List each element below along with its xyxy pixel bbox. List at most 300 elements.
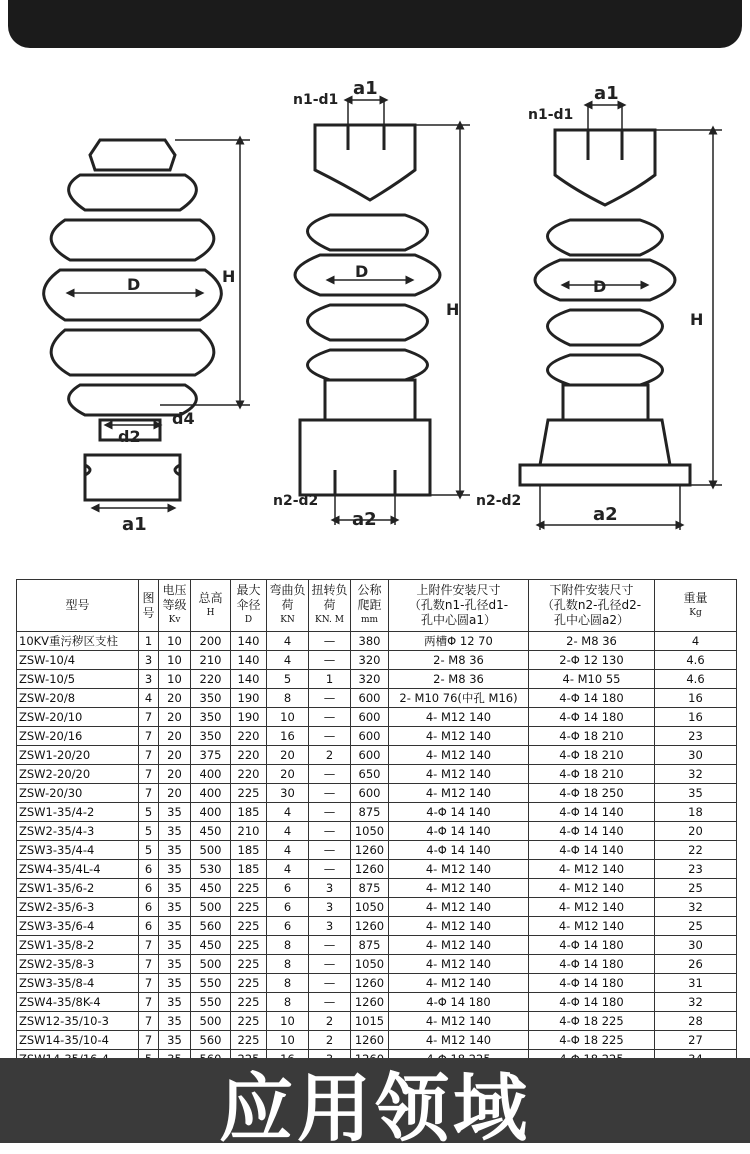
- table-cell: 1: [139, 632, 159, 651]
- table-cell: 35: [159, 841, 191, 860]
- table-cell: 1015: [351, 1012, 389, 1031]
- table-cell: 4-Φ 14 140: [529, 803, 655, 822]
- table-cell: 7: [139, 1012, 159, 1031]
- table-row: [17, 955, 737, 974]
- table-cell: 210: [191, 651, 231, 670]
- table-cell: 1260: [351, 1031, 389, 1050]
- table-cell: 185: [231, 860, 267, 879]
- table-cell: 4-Φ 14 180: [529, 955, 655, 974]
- table-cell: 35: [159, 803, 191, 822]
- table-cell: 27: [655, 1031, 737, 1050]
- table-cell: —: [309, 822, 351, 841]
- table-cell: 550: [191, 993, 231, 1012]
- table-cell: 7: [139, 708, 159, 727]
- table-cell: 6: [267, 898, 309, 917]
- table-cell: 4-Φ 14 180: [389, 993, 529, 1012]
- table-cell: 32: [655, 765, 737, 784]
- table-cell: 7: [139, 765, 159, 784]
- table-cell: 450: [191, 936, 231, 955]
- table-cell: 28: [655, 1012, 737, 1031]
- header-unit: Kv: [168, 615, 181, 625]
- table-cell: 190: [231, 708, 267, 727]
- table-cell: ZSW-20/10: [17, 708, 139, 727]
- table-cell: 400: [191, 803, 231, 822]
- table-cell: 140: [231, 632, 267, 651]
- table-cell: ZSW12-35/10-3: [17, 1012, 139, 1031]
- table-cell: —: [309, 803, 351, 822]
- table-row: [17, 1031, 737, 1050]
- table-cell: 350: [191, 727, 231, 746]
- table-cell: 140: [231, 651, 267, 670]
- table-cell: 225: [231, 936, 267, 955]
- table-cell: 4-Φ 14 180: [529, 936, 655, 955]
- table-cell: ZSW2-20/20: [17, 765, 139, 784]
- table-cell: 10: [159, 651, 191, 670]
- table-cell: 4- M12 140: [389, 936, 529, 955]
- table-cell: ZSW3-35/4-4: [17, 841, 139, 860]
- table-cell: 35: [655, 784, 737, 803]
- table-cell: 32: [655, 898, 737, 917]
- header-unit: D: [244, 615, 253, 625]
- table-cell: 4- M12 140: [389, 879, 529, 898]
- header-label: 下附件安装尺寸 （孔数n2-孔径d2- 孔中心圆a2）: [541, 583, 642, 627]
- table-cell: 4: [267, 841, 309, 860]
- table-row: [17, 803, 737, 822]
- table-cell: 8: [267, 974, 309, 993]
- table-cell: 2: [309, 1031, 351, 1050]
- header-unit: mm: [360, 615, 379, 625]
- table-cell: 8: [267, 689, 309, 708]
- table-cell: 500: [191, 898, 231, 917]
- table-cell: 23: [655, 860, 737, 879]
- table-cell: —: [309, 860, 351, 879]
- table-row: [17, 936, 737, 955]
- table-cell: 500: [191, 955, 231, 974]
- header-unit: KN. M: [315, 615, 344, 625]
- header-label: 型号: [65, 598, 90, 612]
- label-n1d1-right: n1-d1: [528, 107, 574, 123]
- table-cell: 两槽Φ 12 70: [389, 632, 529, 651]
- table-cell: 500: [191, 1012, 231, 1031]
- table-cell: 4- M12 140: [389, 765, 529, 784]
- table-cell: 225: [231, 879, 267, 898]
- table-cell: 35: [159, 822, 191, 841]
- table-cell: 3: [309, 879, 351, 898]
- table-row: [17, 1012, 737, 1031]
- table-header-cell: [655, 580, 737, 632]
- insulator-drawings: [0, 60, 750, 560]
- table-cell: ZSW4-35/8K-4: [17, 993, 139, 1012]
- table-cell: 23: [655, 727, 737, 746]
- table-cell: 4: [655, 632, 737, 651]
- table-row: [17, 974, 737, 993]
- table-cell: 7: [139, 993, 159, 1012]
- table-row: [17, 727, 737, 746]
- table-cell: —: [309, 727, 351, 746]
- table-cell: 4- M12 140: [529, 917, 655, 936]
- header-label: 上附件安装尺寸 （孔数n1-孔径d1- 孔中心圆a1）: [408, 583, 509, 627]
- table-cell: 600: [351, 708, 389, 727]
- table-cell: 20: [267, 746, 309, 765]
- header-unit: Kg: [689, 607, 702, 618]
- label-d-right: D: [593, 277, 607, 296]
- table-cell: 190: [231, 689, 267, 708]
- label-a1-right: a1: [594, 83, 619, 104]
- table-cell: 6: [139, 879, 159, 898]
- table-cell: 5: [267, 670, 309, 689]
- table-cell: 4-Φ 18 250: [529, 784, 655, 803]
- table-cell: 220: [231, 746, 267, 765]
- label-d4-left: d4: [172, 409, 195, 428]
- table-cell: 2: [309, 746, 351, 765]
- table-cell: 1050: [351, 955, 389, 974]
- table-cell: 31: [655, 974, 737, 993]
- header-label: 重量: [683, 590, 708, 605]
- table-cell: 4-Φ 18 210: [529, 765, 655, 784]
- table-row: [17, 708, 737, 727]
- table-cell: ZSW-20/30: [17, 784, 139, 803]
- table-cell: 5: [139, 803, 159, 822]
- table-cell: 1260: [351, 974, 389, 993]
- table-cell: ZSW14-35/10-4: [17, 1031, 139, 1050]
- table-cell: —: [309, 974, 351, 993]
- table-cell: 225: [231, 917, 267, 936]
- table-cell: 875: [351, 879, 389, 898]
- insulator-drawing-middle: [295, 125, 440, 495]
- table-cell: 4- M12 140: [389, 1031, 529, 1050]
- table-cell: 8: [267, 955, 309, 974]
- table-cell: 4-Φ 14 180: [529, 993, 655, 1012]
- table-header-cell: [139, 580, 159, 632]
- table-cell: 4- M12 140: [529, 860, 655, 879]
- table-cell: 4-Φ 14 180: [529, 708, 655, 727]
- table-header-cell: [191, 580, 231, 632]
- table-cell: 6: [139, 898, 159, 917]
- table-cell: 225: [231, 1031, 267, 1050]
- table-header-cell: [267, 580, 309, 632]
- table-cell: 20: [655, 822, 737, 841]
- table-cell: 20: [159, 784, 191, 803]
- label-h-right: H: [690, 310, 704, 329]
- table-cell: 22: [655, 841, 737, 860]
- table-cell: 4-Φ 18 225: [529, 1012, 655, 1031]
- table-cell: 10: [159, 670, 191, 689]
- table-cell: 25: [655, 879, 737, 898]
- header-label: 最大伞径: [236, 583, 261, 612]
- table-cell: 225: [231, 955, 267, 974]
- table-cell: 2- M8 36: [529, 632, 655, 651]
- table-row: [17, 670, 737, 689]
- table-cell: 3: [139, 670, 159, 689]
- table-cell: 220: [231, 727, 267, 746]
- table-cell: 225: [231, 1012, 267, 1031]
- label-h-left: H: [222, 267, 236, 286]
- table-cell: —: [309, 651, 351, 670]
- table-cell: 320: [351, 651, 389, 670]
- table-cell: 4- M12 140: [389, 974, 529, 993]
- table-row: [17, 689, 737, 708]
- table-cell: 4-Φ 14 140: [529, 822, 655, 841]
- table-cell: 4- M10 55: [529, 670, 655, 689]
- table-cell: 35: [159, 993, 191, 1012]
- table-cell: 320: [351, 670, 389, 689]
- table-row: [17, 632, 737, 651]
- label-a1-left: a1: [122, 514, 147, 535]
- table-cell: 560: [191, 917, 231, 936]
- header-label: 公称爬距: [357, 583, 382, 612]
- table-cell: 1050: [351, 822, 389, 841]
- table-cell: 6: [139, 860, 159, 879]
- table-row: [17, 860, 737, 879]
- table-cell: ZSW3-35/8-4: [17, 974, 139, 993]
- table-cell: 2: [309, 1012, 351, 1031]
- table-cell: ZSW-20/16: [17, 727, 139, 746]
- table-cell: 400: [191, 765, 231, 784]
- table-cell: —: [309, 841, 351, 860]
- table-cell: 650: [351, 765, 389, 784]
- table-cell: 560: [191, 1031, 231, 1050]
- table-cell: 10: [267, 708, 309, 727]
- top-banner: [0, 0, 750, 52]
- table-cell: 400: [191, 784, 231, 803]
- table-cell: 4- M12 140: [389, 746, 529, 765]
- table-cell: 20: [159, 689, 191, 708]
- table-cell: ZSW-20/8: [17, 689, 139, 708]
- table-cell: 4-Φ 18 210: [529, 727, 655, 746]
- table-cell: 4-Φ 14 140: [389, 803, 529, 822]
- label-n2d2-right: n2-d2: [476, 493, 522, 509]
- table-cell: 20: [159, 765, 191, 784]
- table-header-cell: [309, 580, 351, 632]
- table-cell: —: [309, 689, 351, 708]
- table-cell: 20: [267, 765, 309, 784]
- table-cell: 35: [159, 879, 191, 898]
- table-cell: —: [309, 708, 351, 727]
- table-cell: 220: [191, 670, 231, 689]
- table-cell: 4: [267, 651, 309, 670]
- header-label: 电压等级: [162, 583, 187, 612]
- table-cell: ZSW1-35/4-2: [17, 803, 139, 822]
- table-cell: 16: [655, 689, 737, 708]
- table-cell: 210: [231, 822, 267, 841]
- table-cell: 450: [191, 879, 231, 898]
- table-cell: 140: [231, 670, 267, 689]
- table-cell: 550: [191, 974, 231, 993]
- table-cell: 4- M12 140: [529, 879, 655, 898]
- table-cell: ZSW3-35/6-4: [17, 917, 139, 936]
- table-row: [17, 993, 737, 1012]
- table-cell: 18: [655, 803, 737, 822]
- table-cell: 2- M8 36: [389, 651, 529, 670]
- table-cell: 4: [267, 822, 309, 841]
- table-cell: 30: [655, 936, 737, 955]
- header-label: 总高: [198, 590, 223, 605]
- table-cell: 1260: [351, 993, 389, 1012]
- table-cell: 220: [231, 765, 267, 784]
- table-cell: 35: [159, 1031, 191, 1050]
- table-cell: 200: [191, 632, 231, 651]
- table-cell: 4: [139, 689, 159, 708]
- table-cell: 7: [139, 936, 159, 955]
- table-cell: 1: [309, 670, 351, 689]
- table-cell: 26: [655, 955, 737, 974]
- table-cell: 4-Φ 14 180: [529, 974, 655, 993]
- table-cell: 600: [351, 784, 389, 803]
- table-row: [17, 765, 737, 784]
- table-cell: 7: [139, 974, 159, 993]
- table-cell: 225: [231, 898, 267, 917]
- table-cell: ZSW1-35/6-2: [17, 879, 139, 898]
- header-label: 扭转负荷: [311, 583, 348, 612]
- table-cell: 3: [309, 917, 351, 936]
- table-cell: 4-Φ 18 210: [529, 746, 655, 765]
- table-cell: 7: [139, 1031, 159, 1050]
- table-cell: 875: [351, 803, 389, 822]
- table-cell: 10KV重污秽区支柱: [17, 632, 139, 651]
- table-cell: 4- M12 140: [389, 708, 529, 727]
- table-cell: 4.6: [655, 670, 737, 689]
- table-cell: 450: [191, 822, 231, 841]
- table-cell: —: [309, 955, 351, 974]
- header-unit: H: [206, 607, 215, 618]
- table-cell: 4: [267, 803, 309, 822]
- table-cell: 600: [351, 746, 389, 765]
- table-cell: 6: [267, 917, 309, 936]
- table-cell: 375: [191, 746, 231, 765]
- table-cell: ZSW2-35/8-3: [17, 955, 139, 974]
- table-cell: 350: [191, 689, 231, 708]
- table-header-cell: [529, 580, 655, 632]
- label-d-middle: D: [355, 262, 369, 281]
- table-cell: 225: [231, 993, 267, 1012]
- table-cell: 8: [267, 936, 309, 955]
- table-cell: 500: [191, 841, 231, 860]
- table-cell: 5: [139, 822, 159, 841]
- table-cell: 875: [351, 936, 389, 955]
- table-row: [17, 746, 737, 765]
- table-cell: 1260: [351, 841, 389, 860]
- table-cell: 35: [159, 898, 191, 917]
- table-cell: 1260: [351, 860, 389, 879]
- table-cell: 4.6: [655, 651, 737, 670]
- table-cell: 8: [267, 993, 309, 1012]
- table-cell: 3: [139, 651, 159, 670]
- top-banner-bar: [8, 0, 742, 48]
- table-cell: 4- M12 140: [389, 1012, 529, 1031]
- label-a1-middle: a1: [353, 78, 378, 99]
- table-cell: 10: [267, 1012, 309, 1031]
- table-cell: 3: [309, 898, 351, 917]
- table-cell: 4- M12 140: [529, 898, 655, 917]
- table-cell: 30: [267, 784, 309, 803]
- table-cell: 7: [139, 784, 159, 803]
- table-body: [17, 632, 737, 1069]
- table-cell: 380: [351, 632, 389, 651]
- table-cell: 30: [655, 746, 737, 765]
- table-cell: 7: [139, 955, 159, 974]
- table-row: [17, 784, 737, 803]
- label-d-left: D: [127, 275, 141, 294]
- table-cell: —: [309, 993, 351, 1012]
- table-cell: 530: [191, 860, 231, 879]
- table-cell: 4-Φ 14 180: [529, 689, 655, 708]
- table-cell: 4-Φ 14 140: [389, 822, 529, 841]
- table-cell: —: [309, 765, 351, 784]
- label-a2-middle: a2: [352, 509, 377, 530]
- table-header-row: [17, 580, 737, 632]
- table-cell: 7: [139, 727, 159, 746]
- table-cell: ZSW2-35/6-3: [17, 898, 139, 917]
- table-cell: 5: [139, 841, 159, 860]
- insulator-drawing-right: [520, 130, 690, 485]
- table-cell: 600: [351, 689, 389, 708]
- table-row: [17, 841, 737, 860]
- table-cell: 4-Φ 14 140: [389, 841, 529, 860]
- table-cell: —: [309, 784, 351, 803]
- label-h-middle: H: [446, 300, 460, 319]
- table-cell: 2- M8 36: [389, 670, 529, 689]
- table-row: [17, 879, 737, 898]
- label-d2-left: d2: [118, 427, 141, 446]
- table-cell: 225: [231, 974, 267, 993]
- table-cell: 4- M12 140: [389, 898, 529, 917]
- label-n2d2-middle: n2-d2: [273, 493, 319, 509]
- table-cell: 32: [655, 993, 737, 1012]
- table-cell: 185: [231, 841, 267, 860]
- table-header-cell: [159, 580, 191, 632]
- table-cell: —: [309, 936, 351, 955]
- table-cell: ZSW1-20/20: [17, 746, 139, 765]
- table-cell: 16: [655, 708, 737, 727]
- table-cell: ZSW-10/4: [17, 651, 139, 670]
- table-cell: 7: [139, 746, 159, 765]
- table-cell: 4- M12 140: [389, 784, 529, 803]
- table-cell: 25: [655, 917, 737, 936]
- table-row: [17, 651, 737, 670]
- table-cell: 4- M12 140: [389, 955, 529, 974]
- table-cell: 4- M12 140: [389, 860, 529, 879]
- header-unit: KN: [280, 615, 295, 625]
- table-cell: 20: [159, 727, 191, 746]
- table-cell: 600: [351, 727, 389, 746]
- table-cell: ZSW-10/5: [17, 670, 139, 689]
- table-cell: 1050: [351, 898, 389, 917]
- table-cell: 20: [159, 708, 191, 727]
- label-n1d1-middle: n1-d1: [293, 92, 339, 108]
- table-cell: 225: [231, 784, 267, 803]
- table-cell: 4-Φ 14 140: [529, 841, 655, 860]
- table-cell: 350: [191, 708, 231, 727]
- table-cell: 35: [159, 955, 191, 974]
- insulator-drawing-left: [44, 140, 222, 500]
- table-header-cell: [351, 580, 389, 632]
- table-cell: —: [309, 632, 351, 651]
- table-cell: 35: [159, 860, 191, 879]
- table-cell: 35: [159, 917, 191, 936]
- table-header-cell: [17, 580, 139, 632]
- table-cell: 6: [139, 917, 159, 936]
- spec-table: [16, 579, 737, 1069]
- table-cell: ZSW2-35/4-3: [17, 822, 139, 841]
- table-cell: 20: [159, 746, 191, 765]
- table-cell: 2- M10 76(中孔 M16): [389, 689, 529, 708]
- table-cell: 1260: [351, 917, 389, 936]
- table-cell: 185: [231, 803, 267, 822]
- table-cell: 35: [159, 936, 191, 955]
- table-cell: 4-Φ 18 225: [529, 1031, 655, 1050]
- table-row: [17, 898, 737, 917]
- table-cell: ZSW4-35/4L-4: [17, 860, 139, 879]
